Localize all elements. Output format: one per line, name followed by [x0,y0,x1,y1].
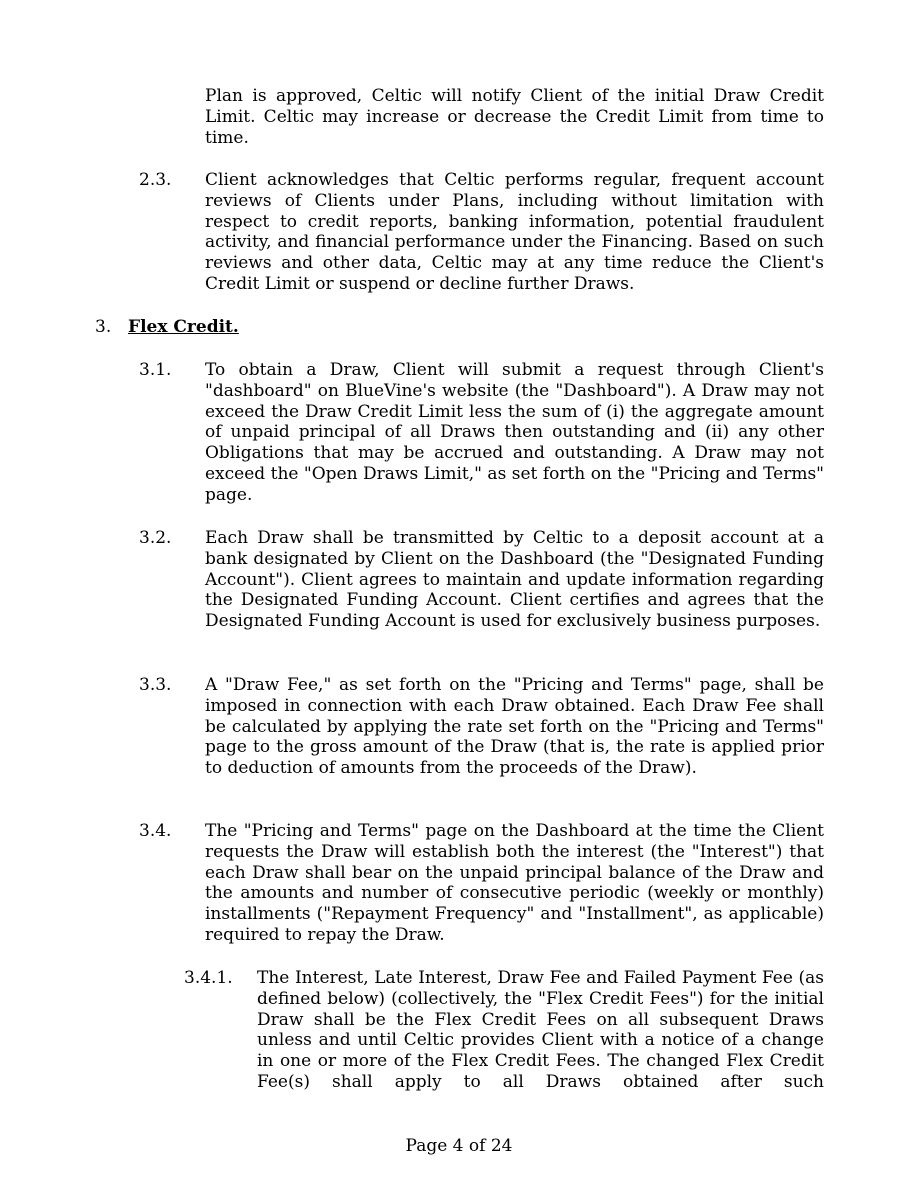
section-number-3-4: 3.4. [139,821,172,841]
section-number-3-3: 3.3. [139,675,172,695]
section-text-3-3: A "Draw Fee," as set forth on the "Pricing and Terms" page, shall be imposed in connection with each Draw obtained. Each Draw Fee shall be calculated by applying the rate set forth on the "Pricing and Terms" page to the gross amount of the Draw (that is, the rate is applied prior to deduction of amounts from the proceeds of the Draw). [205,675,824,779]
section-heading-3 [128,317,239,338]
section-text-3-4-1: The Interest, Late Interest, Draw Fee and Failed Payment Fee (as defined below) (collectively, the "Flex Credit Fees") for the initial Draw shall be the Flex Credit Fees on all subsequent Draws unless and until Celtic provides Client with a notice of a change in one or more of the Flex Credit Fees. The changed Flex Credit Fee(s) shall apply to all Draws obtained after such [257,968,824,1092]
section-number-3: 3. [95,317,112,337]
page-number-footer: Page 4 of 24 [405,1136,513,1156]
section-number-2-3: 2.3. [139,170,172,190]
section-number-3-2: 3.2. [139,528,172,548]
section-number-3-4-1: 3.4.1. [184,968,233,988]
section-text-3-4: The "Pricing and Terms" page on the Dashboard at the time the Client requests the Draw will establish both the interest (the "Interest") that each Draw shall bear on the unpaid principal balance of the Draw and the amounts and number of consecutive periodic (weekly or monthly) installments ("Repayment Frequency" and "Installment", as applicable) required to repay the Draw. [205,821,824,945]
section-number-3-1: 3.1. [139,360,172,380]
section-text-3-1: To obtain a Draw, Client will submit a request through Client's "dashboard" on BlueVine's website (the "Dashboard"). A Draw may not exceed the Draw Credit Limit less the sum of (i) the aggregate amount of unpaid principal of all Draws then outstanding and (ii) any other Obligations that may be accrued and outstanding. A Draw may not exceed the "Open Draws Limit," as set forth on the "Pricing and Terms" page. [205,360,824,505]
continued-paragraph: Plan is approved, Celtic will notify Client of the initial Draw Credit Limit. Celtic may increase or decrease the Credit Limit from time to time. [205,86,824,148]
section-title-flex-credit: Flex Credit. [128,317,239,337]
section-text-2-3: Client acknowledges that Celtic performs regular, frequent account reviews of Clients under Plans, including without limitation with respect to credit reports, banking information, potential fraudulent activity, and financial performance under the Financing. Based on such reviews and other data, Celtic may at any time reduce the Client's Credit Limit or suspend or decline further Draws. [205,170,824,294]
section-text-3-2: Each Draw shall be transmitted by Celtic to a deposit account at a bank designated by Client on the Dashboard (the "Designated Funding Account"). Client agrees to maintain and update information regarding the Designated Funding Account. Client certifies and agrees that the Designated Funding Account is used for exclusively business purposes. [205,528,824,632]
